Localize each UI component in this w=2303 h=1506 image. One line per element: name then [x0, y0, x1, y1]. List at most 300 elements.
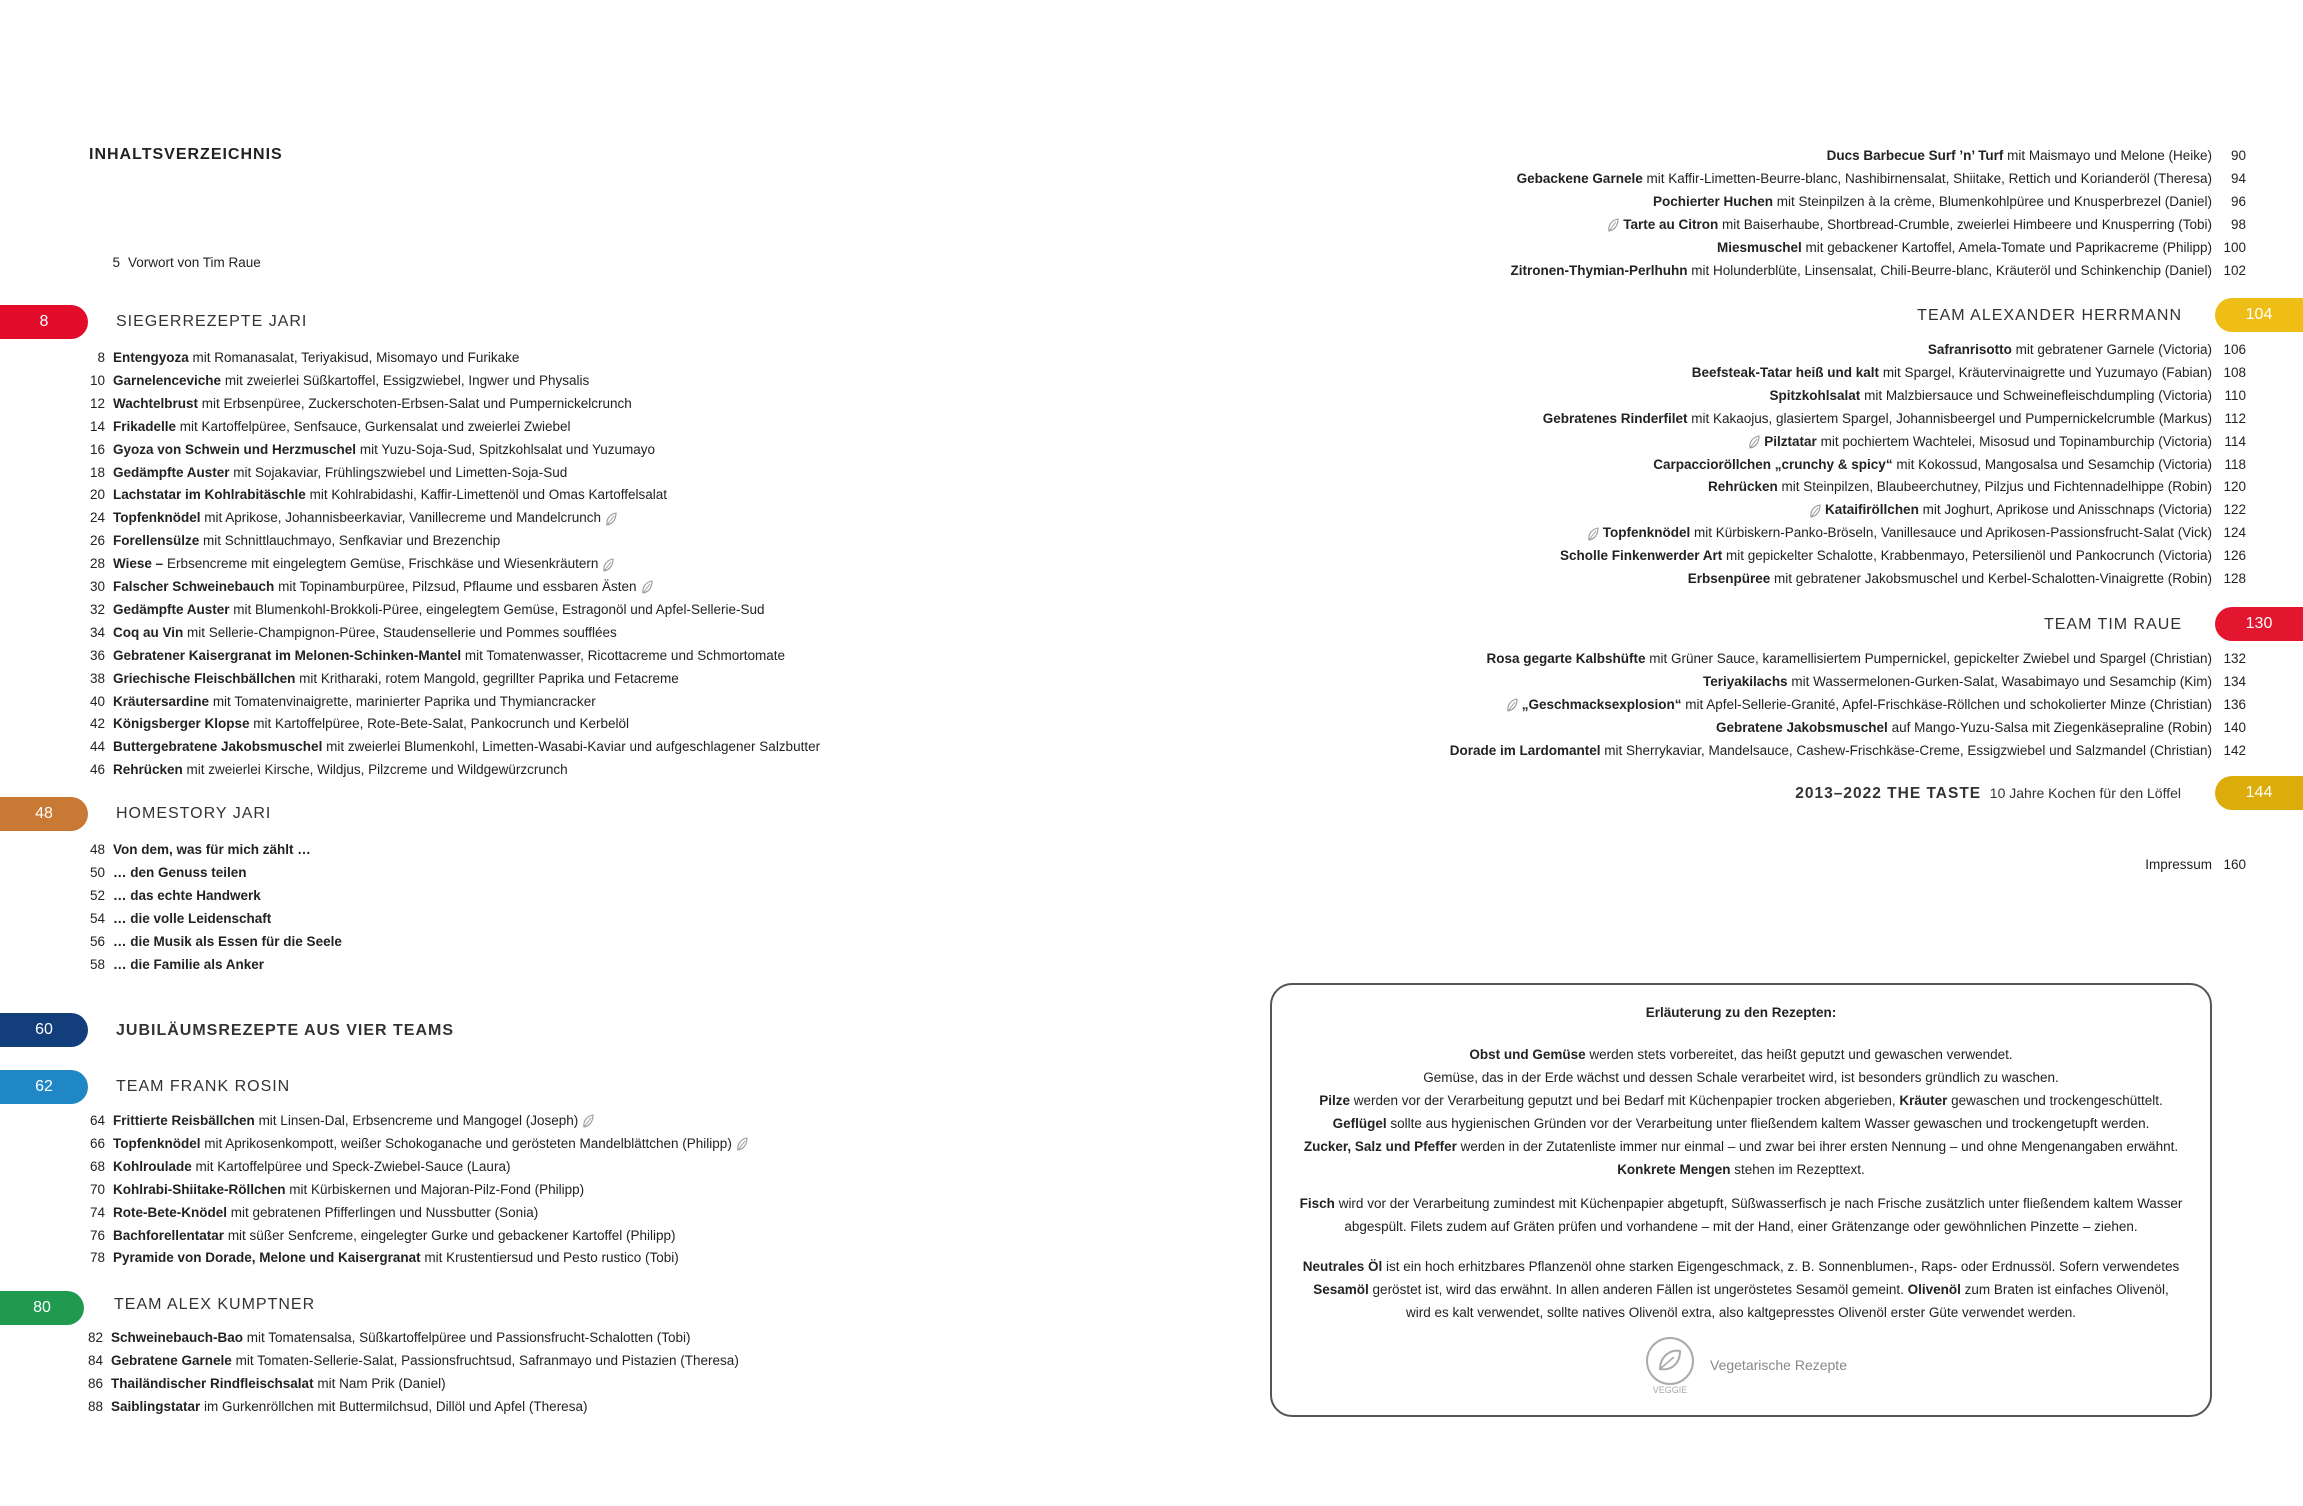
recipe-description: mit süßer Senfcreme, eingelegter Gurke und gebackener Kartoffel (Philipp) — [227, 1227, 676, 1243]
recipe-name: Griechische Fleischbällchen — [113, 670, 296, 686]
toc-entry[interactable] — [89, 884, 261, 907]
toc-title: INHALTSVERZEICHNIS — [89, 146, 283, 163]
recipe-description: im Gurkenröllchen mit Buttermilchsud, Dillöl und Apfel (Theresa) — [204, 1398, 588, 1414]
notes-title: Erläuterung zu den Rezepten: — [1645, 1005, 1837, 1020]
page-number: 94 — [2230, 170, 2246, 186]
page-number: 88 — [87, 1398, 103, 1414]
notes-bold-term: Konkrete Mengen — [1617, 1162, 1731, 1177]
toc-entry[interactable] — [1603, 213, 2246, 236]
recipe-description: mit Sojakaviar, Frühlingszwiebel und Limetten-Soja-Sud — [233, 464, 568, 480]
recipe-description: mit Spargel, Kräutervinaigrette und Yuzumayo (Fabian) — [1882, 364, 2212, 380]
page-number: 48 — [89, 842, 105, 857]
recipe-description: mit Joghurt, Aprikose und Anisschnaps (Victoria) — [1922, 502, 2212, 518]
notes-bold-term: Neutrales Öl — [1302, 1259, 1383, 1274]
page-number: 64 — [89, 1113, 105, 1128]
page-number: 100 — [2223, 239, 2246, 255]
recipe-name: … den Genuss teilen — [113, 864, 247, 880]
recipe-name: … die Familie als Anker — [113, 956, 265, 972]
section-title-the-taste: 2013–2022 THE TASTE — [1795, 785, 1982, 802]
toc-entry[interactable] — [1653, 453, 2246, 476]
toc-entry[interactable] — [89, 838, 311, 861]
recipe-name: Wachtelbrust — [113, 395, 199, 411]
toc-entry[interactable] — [1517, 167, 2246, 190]
page-number: 112 — [2224, 410, 2246, 426]
page-number: 52 — [89, 887, 105, 903]
page-number: 58 — [89, 956, 105, 972]
recipe-name: Rehrücken — [113, 762, 183, 778]
page-number: 136 — [2223, 696, 2246, 712]
recipe-name: Buttergebratene Jakobsmuschel — [113, 739, 323, 755]
page-number: 126 — [2223, 548, 2246, 564]
page-number: 20 — [89, 487, 105, 503]
recipe-description: mit gebratener Garnele (Victoria) — [2015, 342, 2212, 357]
page-number: 98 — [2230, 216, 2246, 232]
page-number: 14 — [89, 418, 105, 434]
recipe-name: Coq au Vin — [113, 624, 184, 640]
page-number: 38 — [89, 670, 105, 686]
page-number: 82 — [87, 1330, 103, 1345]
toc-entry[interactable] — [89, 1132, 752, 1155]
toc-entry[interactable] — [89, 758, 568, 781]
notes-bold-term: Sesamöl — [1313, 1282, 1369, 1297]
page-number: 70 — [89, 1181, 105, 1197]
recipe-description: mit Steinpilzen, Blaubeerchutney, Pilzjus und Fichtennadelhippe (Robin) — [1781, 479, 2212, 495]
recipe-description: mit Tomatenwasser, Ricottacreme und Schmortomate — [464, 647, 785, 663]
recipe-description: mit Grüner Sauce, karamellisiertem Pumpernickel, gepickelter Zwiebel und Spargel (Christian) — [1649, 651, 2212, 666]
notes-line — [1282, 1043, 2200, 1066]
page-number: 160 — [2223, 857, 2246, 872]
toc-entry[interactable] — [89, 483, 667, 506]
toc-entry[interactable] — [89, 930, 342, 953]
page-number: 124 — [2223, 525, 2246, 541]
recipe-description: mit Schnittlauchmayo, Senfkaviar und Brezenchip — [203, 533, 501, 549]
page-number: 36 — [89, 647, 105, 663]
recipe-name: Königsberger Klopse — [113, 716, 250, 732]
left-page — [0, 0, 1151, 1506]
notes-line — [1282, 1112, 2200, 1135]
recipe-description: mit Kakaojus, glasiertem Spargel, Johannisbeergel und Pumpernickelcrumble (Markus) — [1691, 410, 2212, 426]
veggie-badge-text: VEGGIE — [1652, 1385, 1688, 1395]
recipe-name: Gebratener Kaisergranat im Melonen-Schinken-Mantel — [113, 647, 462, 663]
tab-the-taste[interactable]: 144 — [2215, 776, 2303, 810]
recipe-description: mit Krustentiersud und Pesto rustico (Tobi) — [424, 1250, 679, 1266]
recipe-description: mit Tomatensalsa, Süßkartoffelpüree und Passionsfrucht-Schalotten (Tobi) — [246, 1330, 691, 1345]
toc-entry[interactable] — [1450, 739, 2246, 762]
notes-text: werden stets vorbereitet, das heißt geputzt und gewaschen verwendet. — [1585, 1047, 2013, 1062]
notes-line — [1282, 1215, 2200, 1238]
right-page — [1152, 0, 2303, 1506]
notes-text: abgespült. Filets zudem auf Gräten prüfen und vorhandene – mit der Hand, einer Grätenzange oder gewöhnlichen Pinzette – ziehen. — [1344, 1219, 2138, 1234]
recipe-description: mit zweierlei Kirsche, Wildjus, Pilzcreme und Wildgewürzcrunch — [186, 762, 568, 778]
toc-entry[interactable] — [89, 907, 271, 930]
recipe-name: … die Musik als Essen für die Seele — [113, 933, 342, 949]
toc-entry[interactable] — [89, 712, 629, 735]
impressum-text: Impressum — [2145, 857, 2212, 872]
notes-paragraph-fish — [1282, 1192, 2200, 1238]
page-number: 30 — [89, 579, 105, 594]
recipe-name: Kräutersardine — [113, 693, 210, 709]
recipe-name: Garnelenceviche — [113, 372, 222, 388]
toc-entry[interactable] — [89, 552, 618, 575]
toc-entry[interactable] — [1716, 716, 2246, 739]
page-number: 50 — [89, 864, 105, 880]
toc-entry[interactable] — [1543, 407, 2246, 430]
toc-entry[interactable] — [89, 953, 264, 976]
recipe-description: mit pochiertem Wachtelei, Misosud und Topinamburchip (Victoria) — [1820, 433, 2212, 449]
recipe-name: Gebackene Garnele — [1516, 170, 1643, 186]
recipe-description: mit gebackener Kartoffel, Amela-Tomate und Paprikacreme (Philipp) — [1805, 239, 2212, 255]
recipe-description: mit zweierlei Blumenkohl, Limetten-Wasabi-Kaviar und aufgeschlagener Salzbutter — [326, 739, 821, 755]
page-number: 12 — [89, 395, 105, 411]
recipe-name: Lachstatar im Kohlrabitäschle — [113, 487, 306, 503]
page-number: 118 — [2224, 456, 2246, 472]
section-title-team-rosin: TEAM FRANK ROSIN — [116, 1078, 291, 1095]
section-subtitle-the-taste: 10 Jahre Kochen für den Löffel — [1989, 785, 2181, 801]
page-number: 120 — [2223, 479, 2246, 495]
recipe-description: mit Kartoffelpüree, Senfsauce, Gurkensalat und zweierlei Zwiebel — [179, 418, 571, 434]
recipe-description: mit gebratenen Pfifferlingen und Nussbutter (Sonia) — [230, 1204, 539, 1220]
recipe-name: Gedämpfte Auster — [113, 464, 230, 480]
recipe-name: Schweinebauch-Bao — [111, 1330, 244, 1345]
recipe-description: mit Holunderblüte, Linsensalat, Chili-Beurre-blanc, Kräuteröl und Schinkenchip (Daniel) — [1691, 262, 2212, 278]
recipe-description: mit Tomatenvinaigrette, marinierter Paprika und Thymiancracker — [212, 693, 596, 709]
recipe-description: mit Aprikose, Johannisbeerkaviar, Vanillecreme und Mandelcrunch — [204, 510, 601, 526]
recipe-name: Entengyoza — [113, 350, 189, 365]
recipe-name: Forellensülze — [113, 533, 200, 549]
recipe-name: Rosa gegarte Kalbshüfte — [1486, 651, 1646, 666]
veggie-legend-label: Vegetarische Rezepte — [1710, 1357, 1847, 1373]
notes-paragraph-ingredients — [1282, 1043, 2200, 1181]
toc-entry[interactable] — [1510, 259, 2246, 282]
recipe-description: mit Apfel-Sellerie-Granité, Apfel-Frischkäse-Röllchen und schokolierter Minze (Christian) — [1685, 696, 2212, 712]
recipe-description: mit Kaffir-Limetten-Beurre-blanc, Nashibirnensalat, Shiitake, Rettich und Korianderöl (Theresa) — [1646, 170, 2212, 186]
recipe-name: Frittierte Reisbällchen — [113, 1113, 255, 1128]
toc-entry[interactable] — [87, 1395, 587, 1418]
section-title-team-herrmann: TEAM ALEXANDER HERRMANN — [1917, 307, 2182, 324]
page-number: 24 — [89, 510, 105, 526]
toc-entry[interactable] — [89, 415, 571, 438]
vegetarian-leaf-icon — [1809, 504, 1821, 518]
recipe-name: Zitronen-Thymian-Perlhuhn — [1510, 262, 1688, 278]
toc-entry[interactable] — [1692, 361, 2246, 384]
vegetarian-leaf-icon — [1506, 698, 1518, 712]
page-number: 76 — [89, 1227, 105, 1243]
toc-entry[interactable] — [89, 575, 657, 598]
recipe-name: Topfenknödel — [1602, 525, 1691, 541]
notes-bold-term: Fisch — [1299, 1196, 1335, 1211]
toc-entry[interactable] — [89, 667, 679, 690]
notes-text: Gemüse, das in der Erde wächst und dessen Schale verarbeitet wird, ist besonders gründlich zu waschen. — [1423, 1070, 2059, 1085]
section-title-homestory: HOMESTORY JARI — [116, 805, 272, 822]
vegetarian-leaf-icon — [582, 1114, 594, 1128]
toc-entry[interactable] — [87, 1372, 446, 1395]
toc-entry[interactable] — [89, 1155, 510, 1178]
page-number: 34 — [89, 624, 105, 640]
recipe-name: Safranrisotto — [1927, 342, 2012, 357]
notes-bold-term: Geflügel — [1332, 1116, 1387, 1131]
tab-jubilaeum[interactable]: 60 — [0, 1013, 88, 1047]
notes-line — [1282, 1278, 2200, 1301]
recipe-description: mit gebratener Jakobsmuschel und Kerbel-Schalotten-Vinaigrette (Robin) — [1774, 571, 2212, 586]
notes-text: ist ein hoch erhitzbares Pflanzenöl ohne starken Eigengeschmack, z. B. Sonnenblumen-, Raps- oder Erdnussöl. Sofern verwendetes — [1382, 1259, 2180, 1274]
notes-bold-term: Olivenöl — [1907, 1282, 1961, 1297]
toc-entry[interactable] — [89, 529, 500, 552]
toc-entry[interactable] — [89, 1178, 584, 1201]
toc-entry[interactable] — [89, 621, 617, 644]
tab-siegerrezepte[interactable]: 8 — [0, 305, 88, 339]
toc-entry[interactable] — [1653, 190, 2246, 213]
vegetarian-leaf-icon — [641, 580, 653, 594]
foreword-text: Vorwort von Tim Raue — [128, 255, 261, 270]
page-number: 68 — [89, 1158, 105, 1174]
recipe-name: Dorade im Lardomantel — [1449, 742, 1601, 758]
recipe-description: mit Erbsenpüree, Zuckerschoten-Erbsen-Salat und Pumpernickelcrunch — [201, 395, 632, 411]
recipe-name: Rehrücken — [1707, 479, 1778, 495]
toc-entry[interactable] — [89, 369, 589, 392]
vegetarian-leaf-icon — [1748, 435, 1760, 449]
recipe-description: mit Tomaten-Sellerie-Salat, Passionsfruchtsud, Safranmayo und Pistazien (Theresa) — [235, 1352, 739, 1368]
recipe-description: mit Yuzu-Soja-Sud, Spitzkohlsalat und Yuzumayo — [359, 441, 656, 457]
page-number: 56 — [89, 933, 105, 949]
page-number: 44 — [89, 739, 105, 755]
notes-paragraph-oil — [1282, 1255, 2200, 1324]
tab-team-raue[interactable]: 130 — [2215, 607, 2303, 641]
recipe-description: mit Romanasalat, Teriyakisud, Misomayo und Furikake — [192, 350, 520, 365]
recipe-name: Thailändischer Rindfleischsalat — [111, 1375, 314, 1391]
page-number: 32 — [89, 601, 105, 617]
toc-entry[interactable] — [1583, 521, 2246, 544]
page-number: 42 — [89, 716, 105, 732]
toc-entry[interactable] — [1770, 384, 2246, 407]
vegetarian-leaf-icon — [602, 558, 614, 572]
recipe-name: Spitzkohlsalat — [1769, 387, 1861, 403]
page-number: 106 — [2223, 342, 2246, 357]
recipe-description: mit Steinpilzen à la crème, Blumenkohlpüree und Knusperbrezel (Daniel) — [1776, 193, 2212, 209]
toc-entry[interactable] — [1827, 144, 2246, 167]
page-number: 84 — [87, 1352, 103, 1368]
recipe-name: Scholle Finkenwerder Art — [1559, 548, 1723, 564]
recipe-description: mit Kürbiskernen und Majoran-Pilz-Fond (Philipp) — [289, 1181, 585, 1197]
recipe-description: mit Kürbiskern-Panko-Bröseln, Vanillesauce und Aprikosen-Passionsfrucht-Salat (Vick) — [1694, 525, 2212, 541]
impressum-line[interactable] — [2145, 853, 2246, 876]
recipe-name: Rote-Bete-Knödel — [113, 1204, 227, 1220]
toc-entry[interactable] — [89, 1224, 676, 1247]
tab-homestory[interactable]: 48 — [0, 797, 88, 831]
recipe-name: Teriyakilachs — [1703, 673, 1788, 689]
foreword-line[interactable] — [104, 251, 261, 274]
recipe-name: Gebratene Jakobsmuschel — [1715, 719, 1888, 735]
page-number: 122 — [2223, 502, 2246, 518]
recipe-name: Topfenknödel — [113, 1135, 201, 1151]
section-title-jubilaeum: JUBILÄUMSREZEPTE AUS VIER TEAMS — [116, 1022, 454, 1039]
tab-team-rosin[interactable]: 62 — [0, 1070, 88, 1104]
page-number: 114 — [2224, 433, 2246, 449]
notes-text: werden vor der Verarbeitung geputzt und bei Bedarf mit Küchenpapier trocken abgerieben, — [1350, 1093, 1900, 1108]
toc-entry[interactable] — [1703, 670, 2246, 693]
recipe-description: mit Nam Prik (Daniel) — [317, 1375, 446, 1391]
recipe-name: Beefsteak-Tatar heiß und kalt — [1691, 364, 1880, 380]
page-number: 142 — [2223, 742, 2246, 758]
page-number: 132 — [2223, 651, 2246, 666]
recipe-name: Frikadelle — [113, 418, 177, 434]
notes-text: geröstet ist, wird das erwähnt. In allen anderen Fällen ist ungeröstetes Sesamöl gemeint. — [1368, 1282, 1908, 1297]
page-number: 10 — [89, 372, 105, 388]
toc-entry[interactable] — [1502, 693, 2246, 716]
page-number: 110 — [2224, 387, 2246, 403]
recipe-description: mit Topinamburpüree, Pilzsud, Pflaume und essbaren Ästen — [278, 579, 637, 594]
page-number: 5 — [112, 255, 120, 270]
notes-text: zum Braten ist einfaches Olivenöl, — [1960, 1282, 2169, 1297]
page-number: 28 — [89, 556, 105, 572]
recipe-name: Miesmuschel — [1716, 239, 1802, 255]
notes-line — [1282, 1158, 2200, 1181]
page-number: 18 — [89, 464, 105, 480]
recipe-name: Pochierter Huchen — [1652, 193, 1773, 209]
tab-team-herrmann[interactable]: 104 — [2215, 298, 2303, 332]
toc-entry[interactable] — [89, 735, 820, 758]
toc-entry[interactable] — [1486, 647, 2246, 670]
recipe-description: Erbsencreme mit eingelegtem Gemüse, Frischkäse und Wiesenkräutern — [166, 556, 599, 572]
notes-bold-term: Obst und Gemüse — [1469, 1047, 1586, 1062]
notes-line — [1282, 1066, 2200, 1089]
recipe-name: Kohlrabi-Shiitake-Röllchen — [113, 1181, 286, 1197]
recipe-description: mit Sellerie-Champignon-Püree, Staudensellerie und Pommes soufflées — [187, 624, 617, 640]
page-number: 78 — [89, 1250, 105, 1266]
recipe-name: Tarte au Citron — [1623, 216, 1719, 232]
recipe-name: Erbsenpüree — [1687, 571, 1771, 586]
vegetarian-leaf-icon — [605, 512, 617, 526]
recipe-description: auf Mango-Yuzu-Salsa mit Ziegenkäsepraline (Robin) — [1891, 719, 2212, 735]
notes-line — [1282, 1255, 2200, 1278]
recipe-name: Kohlroulade — [113, 1158, 192, 1174]
veggie-legend — [1642, 1335, 1847, 1395]
page-number: 96 — [2230, 193, 2246, 209]
recipe-description: mit Kokossud, Mangosalsa und Sesamchip (Victoria) — [1896, 456, 2212, 472]
vegetarian-leaf-icon — [1587, 527, 1599, 541]
recipe-description: mit Kartoffelpüree und Speck-Zwiebel-Sauce (Laura) — [195, 1158, 511, 1174]
recipe-description: mit Malzbiersauce und Schweinefleischdumpling (Victoria) — [1864, 387, 2212, 403]
toc-entry[interactable] — [1688, 567, 2246, 590]
recipe-name: Gebratenes Rinderfilet — [1542, 410, 1688, 426]
notes-text: sollte aus hygienischen Gründen vor der Verarbeitung unter fließendem kaltem Wasser gewaschen und trockengetupft werden. — [1386, 1116, 2150, 1131]
page-number: 16 — [89, 441, 105, 457]
page-number: 54 — [89, 910, 105, 926]
notes-text: stehen im Rezepttext. — [1730, 1162, 1865, 1177]
recipe-description: mit Sherrykaviar, Mandelsauce, Cashew-Frischkäse-Creme, Essigzwiebel und Salzmandel (Christian) — [1604, 742, 2212, 758]
page-number: 40 — [89, 693, 105, 709]
toc-entry[interactable] — [1560, 544, 2246, 567]
page-number: 102 — [2223, 262, 2246, 278]
recipe-name: … die volle Leidenschaft — [113, 910, 272, 926]
page-number: 8 — [97, 350, 105, 365]
recipe-name: Gebratene Garnele — [111, 1352, 232, 1368]
notes-text: werden in der Zutatenliste immer nur einmal – und zwar bei ihrer ersten Nennung – und ohne Mengenangaben erwähnt. — [1456, 1139, 2179, 1154]
page-number: 108 — [2223, 364, 2246, 380]
recipe-description: mit Linsen-Dal, Erbsencreme und Mangogel (Joseph) — [258, 1113, 579, 1128]
notes-text: wird vor der Verarbeitung zumindest mit Küchenpapier abgetupft, Süßwasserfisch je nach Frische zusätzlich unter fließendem kaltem Wasser — [1334, 1196, 2183, 1211]
toc-entry[interactable] — [1805, 498, 2246, 521]
toc-entry[interactable] — [89, 461, 567, 484]
recipe-name: Kataifiröllchen — [1825, 502, 1919, 518]
page-number: 134 — [2223, 673, 2246, 689]
toc-entry[interactable] — [1717, 236, 2246, 259]
toc-entry[interactable] — [1744, 430, 2246, 453]
page-number: 128 — [2223, 571, 2246, 586]
toc-entry[interactable] — [89, 1109, 598, 1132]
notes-line — [1282, 1192, 2200, 1215]
page-number: 46 — [89, 762, 105, 778]
recipe-description: mit Kritharaki, rotem Mangold, gegrillter Paprika und Fetacreme — [299, 670, 679, 686]
notes-bold-term: Kräuter — [1899, 1093, 1948, 1108]
recipe-description: mit Blumenkohl-Brokkoli-Püree, eingelegtem Gemüse, Estragonöl und Apfel-Sellerie-Sud — [233, 601, 765, 617]
page-number: 140 — [2223, 719, 2246, 735]
toc-entry[interactable] — [89, 644, 785, 667]
page-number: 66 — [89, 1135, 105, 1151]
vegetarian-leaf-icon — [736, 1137, 748, 1151]
toc-entry[interactable] — [89, 1201, 538, 1224]
section-title-team-raue: TEAM TIM RAUE — [2043, 616, 2182, 633]
recipe-name: „Geschmacksexplosion“ — [1521, 696, 1682, 712]
toc-entry[interactable] — [87, 1349, 739, 1372]
recipe-name: Von dem, was für mich zählt … — [113, 842, 311, 857]
recipe-name: Saiblingstatar — [111, 1398, 201, 1414]
notes-text: gewaschen und trockengeschüttelt. — [1947, 1093, 2163, 1108]
recipe-name: Topfenknödel — [113, 510, 201, 526]
page-number: 86 — [87, 1375, 103, 1391]
notes-line — [1282, 1301, 2200, 1324]
toc-entry[interactable] — [1928, 338, 2246, 361]
toc-entry[interactable] — [89, 861, 247, 884]
recipe-name: … das echte Handwerk — [113, 887, 261, 903]
recipe-name: Pyramide von Dorade, Melone und Kaisergranat — [113, 1250, 421, 1266]
vegetarian-leaf-icon — [1607, 218, 1619, 232]
toc-entry[interactable] — [1708, 475, 2246, 498]
toc-entry[interactable] — [89, 598, 765, 621]
notes-bold-term: Pilze — [1319, 1093, 1350, 1108]
section-title-siegerrezepte: SIEGERREZEPTE JARI — [116, 313, 308, 330]
notes-line — [1282, 1135, 2200, 1158]
recipe-description: mit Kohlrabidashi, Kaffir-Limettenöl und Omas Kartoffelsalat — [309, 487, 668, 503]
notes-bold-term: Zucker, Salz und Pfeffer — [1303, 1139, 1457, 1154]
recipe-notes-box — [1270, 983, 2212, 1417]
recipe-description: mit zweierlei Süßkartoffel, Essigzwiebel, Ingwer und Physalis — [224, 372, 590, 388]
recipe-description: mit Kartoffelpüree, Rote-Bete-Salat, Pankocrunch und Kerbelöl — [253, 716, 630, 732]
notes-text: wird es kalt verwendet, sollte natives Olivenöl extra, also kaltgepresstes Olivenöl erster Güte verwendet werden. — [1405, 1305, 2077, 1320]
notes-line — [1282, 1089, 2200, 1112]
toc-entry[interactable] — [89, 506, 621, 529]
recipe-name: Pilztatar — [1764, 433, 1817, 449]
toc-entry[interactable] — [89, 438, 655, 461]
toc-entry[interactable] — [87, 1326, 691, 1349]
recipe-description: mit Aprikosenkompott, weißer Schokoganache und gerösteten Mandelblättchen (Philipp) — [204, 1135, 732, 1151]
toc-entry[interactable] — [89, 392, 632, 415]
toc-entry[interactable] — [89, 690, 596, 713]
recipe-name: Bachforellentatar — [113, 1227, 225, 1243]
recipe-name: Ducs Barbecue Surf ’n’ Turf — [1826, 148, 2004, 163]
recipe-description: mit Maismayo und Melone (Heike) — [2007, 148, 2212, 163]
tab-team-kumptner[interactable]: 80 — [0, 1291, 84, 1325]
recipe-name: Gedämpfte Auster — [113, 601, 230, 617]
toc-entry[interactable] — [89, 346, 519, 369]
veggie-badge-icon — [1642, 1335, 1698, 1395]
recipe-name: Gyoza von Schwein und Herzmuschel — [113, 441, 357, 457]
recipe-name: Falscher Schweinebauch — [113, 579, 275, 594]
page-number: 74 — [89, 1204, 105, 1220]
toc-entry[interactable] — [89, 1246, 679, 1269]
recipe-name: Carpaccioröllchen „crunchy & spicy“ — [1653, 456, 1893, 472]
section-title-team-kumptner: TEAM ALEX KUMPTNER — [114, 1296, 316, 1313]
section-the-taste — [1795, 785, 2181, 803]
